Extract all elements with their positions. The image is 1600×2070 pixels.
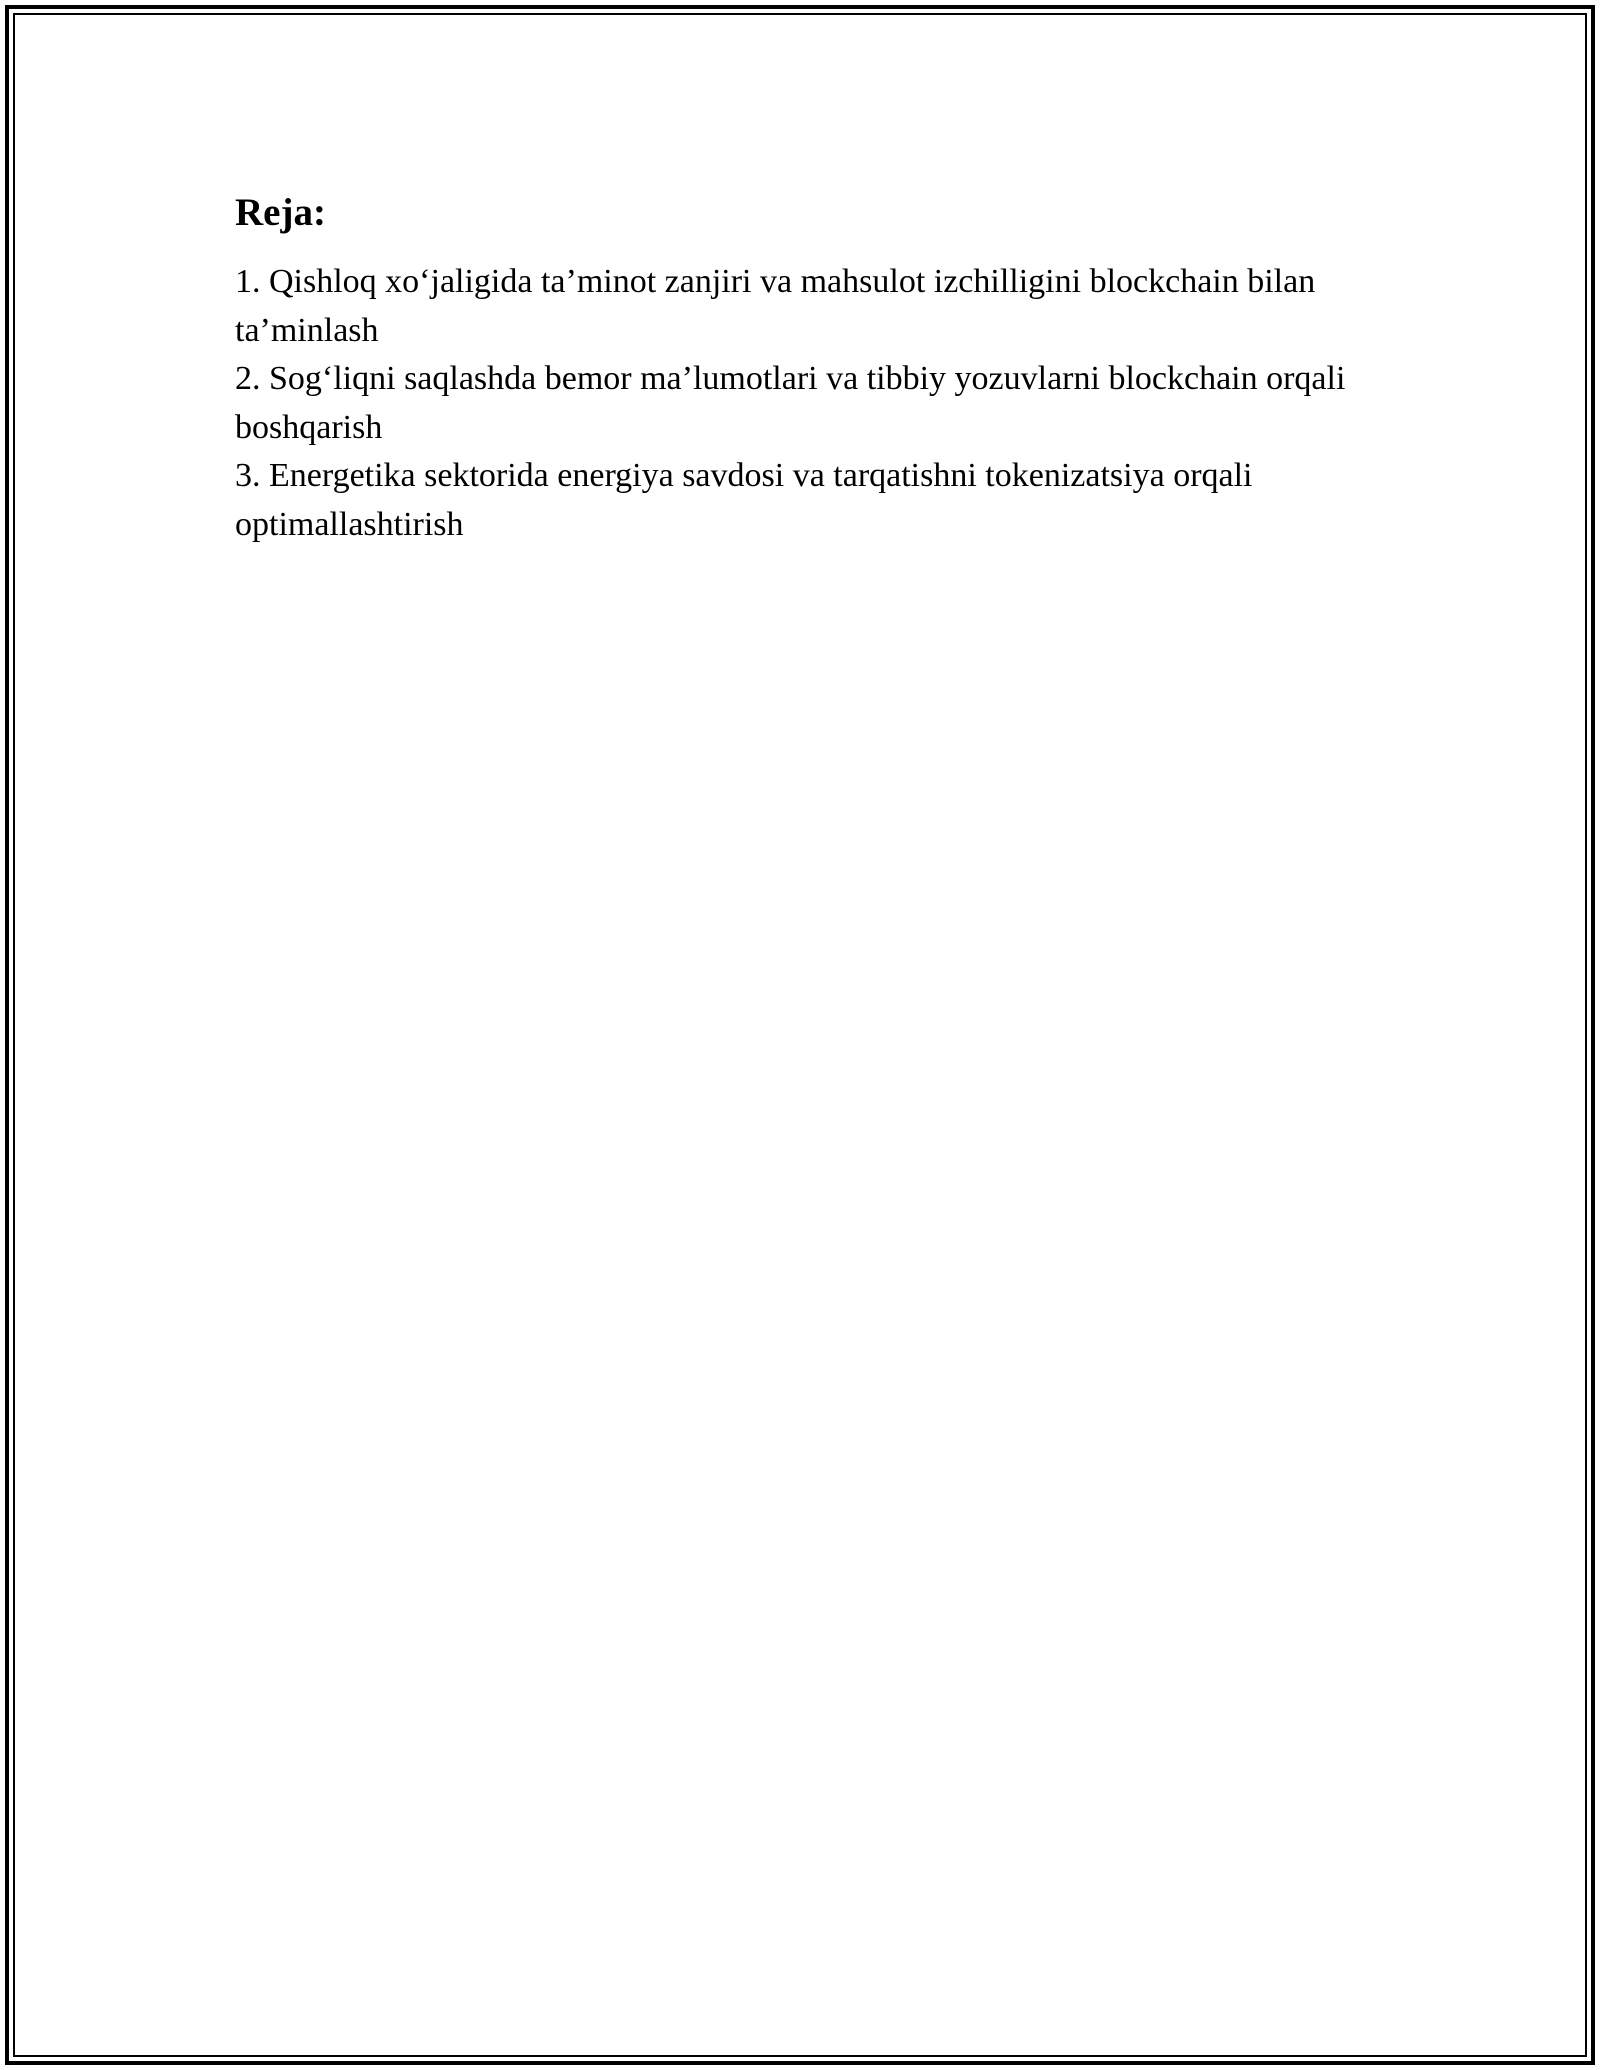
plan-list xyxy=(235,258,1395,549)
plan-item-3: 3. Energetika sektorida energiya savdosi va tarqatishni tokenizatsiya orqali optimallashtirish xyxy=(235,457,1253,543)
plan-item-1: 1. Qishloq xo‘jaligida ta’minot zanjiri va mahsulot izchilligini blockchain bilan ta’minlash xyxy=(235,263,1316,349)
plan-heading: Reja: xyxy=(235,191,326,234)
plan-item-2: 2. Sog‘liqni saqlashda bemor ma’lumotlari va tibbiy yozuvlarni blockchain orqali boshqarish xyxy=(235,360,1346,446)
page-content xyxy=(235,188,1395,549)
